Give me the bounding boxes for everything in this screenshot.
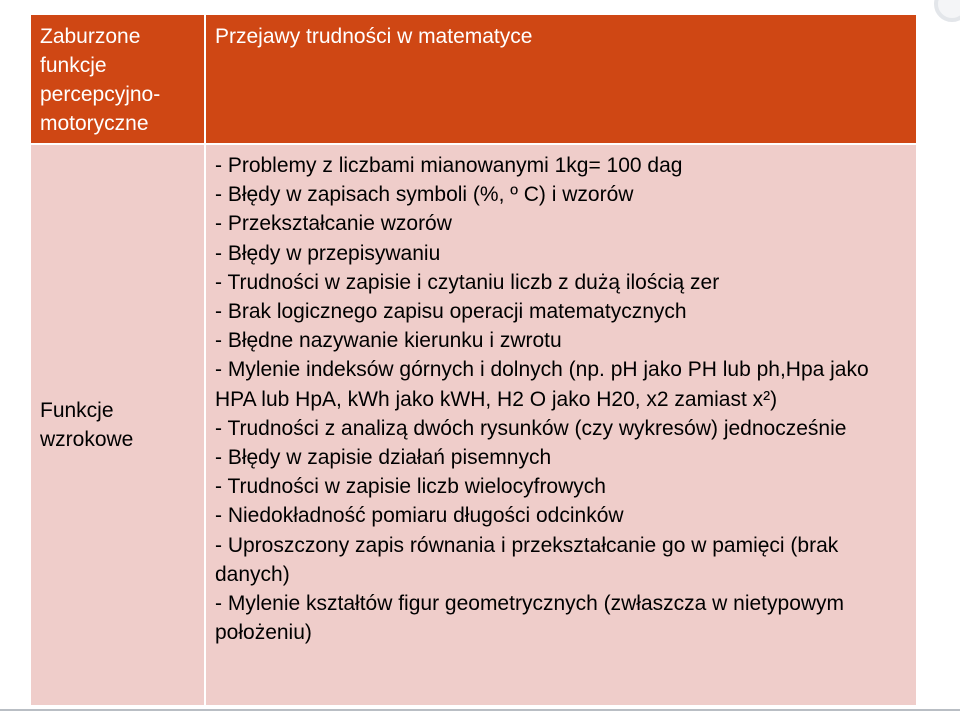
list-item: - Mylenie kształtów figur geometrycznych (zwłaszcza w nietypowym położeniu) <box>215 592 845 645</box>
list-item: - Błędy w zapisie działań pisemnych <box>215 446 552 470</box>
list-item: - Błędy w przepisywaniu <box>215 241 441 265</box>
list-item: - Trudności w zapisie i czytaniu liczb z dużą ilością zer <box>215 270 720 294</box>
list-item: - Niedokładność pomiaru długości odcinków <box>215 504 624 528</box>
bottom-divider <box>0 709 960 711</box>
list-item: - Mylenie indeksów górnych i dolnych (np. pH jako PH lub ph,Hpa jako HPA lub HpA, kWh jako kWH, H2 O jako H20, x2 zamiast x²) <box>215 358 869 411</box>
row-label-cell: Funkcje wzrokowe <box>30 144 205 706</box>
list-item: - Błędy w zapisach symboli (%, º C) i wzorów <box>215 183 634 207</box>
list-item: - Błędne nazywanie kierunku i zwrotu <box>215 329 562 353</box>
content-table <box>29 13 918 707</box>
list-item: - Trudności z analizą dwóch rysunków (czy wykresów) jednocześnie <box>215 416 847 440</box>
header-right-cell: Przejawy trudności w matematyce <box>205 14 917 144</box>
list-item: - Trudności w zapisie liczb wielocyfrowych <box>215 475 606 499</box>
header-left-cell: Zaburzone funkcje percepcyjno-motoryczne <box>30 14 205 144</box>
list-item: - Brak logicznego zapisu operacji matematycznych <box>215 300 687 324</box>
body-row <box>30 144 917 706</box>
list-item: - Uproszczony zapis równania i przekształcanie go w pamięci (brak danych) <box>215 533 839 586</box>
list-item: - Przekształcanie wzorów <box>215 212 452 236</box>
corner-circle-decoration <box>934 0 960 22</box>
list-item: - Problemy z liczbami mianowanymi 1kg= 100 dag <box>215 154 683 177</box>
items-cell <box>205 144 917 706</box>
header-row <box>30 14 917 144</box>
